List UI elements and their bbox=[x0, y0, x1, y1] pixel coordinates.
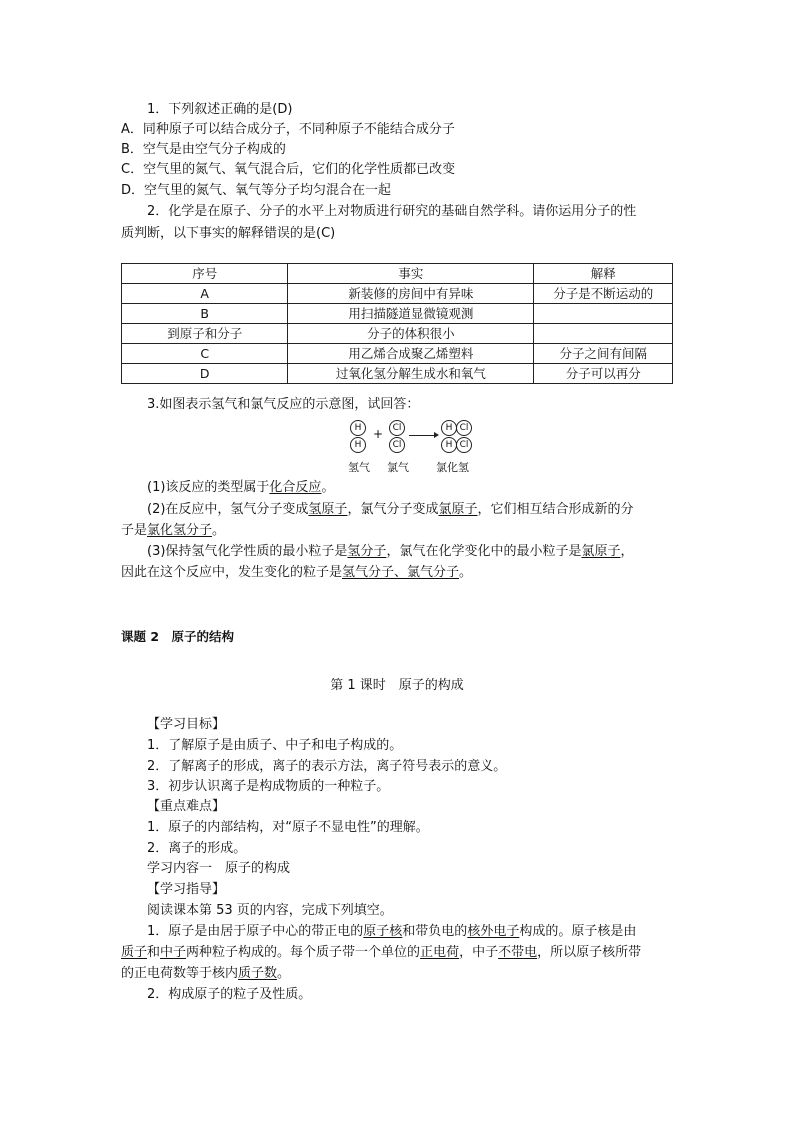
table-header-cell: 序号 bbox=[122, 264, 288, 284]
text: 子是 bbox=[121, 523, 148, 538]
text: 构成的。原子核是由 bbox=[519, 924, 637, 939]
text: ，中子 bbox=[459, 945, 499, 960]
text: (3)保持氢气化学性质的最小粒子是 bbox=[147, 544, 348, 559]
table-cell: 用扫描隧道显微镜观测 bbox=[288, 304, 534, 324]
fill2-line: 2．构成原子的粒子及性质。 bbox=[147, 987, 312, 1002]
table-cell: 分子可以再分 bbox=[534, 364, 673, 384]
table-header-cell: 事实 bbox=[288, 264, 534, 284]
focus-item: 1．原子的内部结构，对“原子不显电性”的理解。 bbox=[147, 820, 429, 835]
reaction-diagram bbox=[345, 418, 485, 474]
table-cell bbox=[534, 304, 673, 324]
section-title: 课题 2 原子的结构 bbox=[121, 629, 235, 644]
text: (2)在反应中，氢气分子变成 bbox=[147, 502, 309, 517]
answer-blank: 氢分子 bbox=[347, 544, 387, 559]
answer-blank: 氯化氢分子 bbox=[147, 523, 213, 538]
fill1-line2 bbox=[121, 943, 641, 963]
table-cell: B bbox=[122, 304, 288, 324]
content-heading: 学习内容一 原子的构成 bbox=[147, 861, 291, 876]
facts-table bbox=[121, 263, 673, 384]
focus-heading: 【重点难点】 bbox=[147, 799, 226, 814]
answer-blank: 氯原子 bbox=[438, 502, 478, 517]
text: 。 bbox=[277, 966, 291, 981]
text: 。 bbox=[212, 523, 226, 538]
table-row bbox=[122, 324, 673, 344]
text: 和带负电的 bbox=[402, 924, 468, 939]
table-cell: 过氧化氢分解生成水和氧气 bbox=[288, 364, 534, 384]
q3-part1 bbox=[147, 478, 334, 498]
table-cell bbox=[534, 324, 673, 344]
table-cell: D bbox=[122, 364, 288, 384]
q3-part2-line1 bbox=[147, 500, 633, 520]
table-cell: A bbox=[122, 284, 288, 304]
plus-sign: + bbox=[373, 427, 384, 441]
answer-blank: 核外电子 bbox=[467, 924, 520, 939]
text: (1)该反应的类型属于 bbox=[147, 480, 270, 495]
text: ，它们相互结合形成新的分 bbox=[477, 502, 634, 517]
q1-stem: 1．下列叙述正确的是(D) bbox=[147, 102, 293, 117]
answer-blank: 氢原子 bbox=[308, 502, 348, 517]
goal-item: 3．初步认识离子是构成物质的一种粒子。 bbox=[147, 779, 390, 794]
q3-part3-line2 bbox=[121, 563, 472, 583]
lesson-title: 第 1 课时 原子的构成 bbox=[330, 678, 464, 693]
table-row bbox=[122, 304, 673, 324]
goal-item: 2．了解离子的形成，离子的表示方法，离子符号表示的意义。 bbox=[147, 759, 507, 774]
label-hydrogen-chloride: 氯化氢 bbox=[436, 461, 469, 474]
table-cell: C bbox=[122, 344, 288, 364]
table-row bbox=[122, 364, 673, 384]
table-row bbox=[122, 344, 673, 364]
text: ，所以原子核所带 bbox=[537, 945, 642, 960]
chlorine-atom: Cl bbox=[389, 437, 405, 453]
chlorine-atom: Cl bbox=[389, 420, 405, 436]
table-cell: 分子是不断运动的 bbox=[534, 284, 673, 304]
answer-blank: 质子数 bbox=[238, 966, 278, 981]
fill1-line3 bbox=[121, 964, 290, 984]
table-cell: 用乙烯合成聚乙烯塑料 bbox=[288, 344, 534, 364]
table-header-cell: 解释 bbox=[534, 264, 673, 284]
text: ， bbox=[620, 544, 634, 559]
text: 。 bbox=[321, 480, 335, 495]
q1-option-a: A．同种原子可以结合成分子，不同种原子不能结合成分子 bbox=[121, 122, 455, 137]
answer-blank: 正电荷 bbox=[420, 945, 460, 960]
q2-stem-line2: 质判断，以下事实的解释错误的是(C) bbox=[121, 226, 336, 241]
label-hydrogen: 氢气 bbox=[348, 461, 370, 474]
q1-option-d: D．空气里的氮气、氧气等分子均匀混合在一起 bbox=[121, 183, 392, 198]
answer-blank: 中子 bbox=[160, 945, 187, 960]
text: 因此在这个反应中，发生变化的粒子是 bbox=[121, 565, 343, 580]
hydrogen-atom: H bbox=[350, 420, 366, 436]
table-cell: 分子之间有间隔 bbox=[534, 344, 673, 364]
hydrogen-atom: H bbox=[350, 437, 366, 453]
answer-blank: 氢气分子、氯气分子 bbox=[342, 565, 460, 580]
text: 两种粒子构成的。每个质子带一个单位的 bbox=[186, 945, 421, 960]
table-row bbox=[122, 284, 673, 304]
hydrogen-atom: H bbox=[441, 420, 457, 436]
text: ，氯气分子变成 bbox=[347, 502, 439, 517]
focus-item: 2．离子的形成。 bbox=[147, 841, 247, 856]
table-cell: 分子的体积很小 bbox=[288, 324, 534, 344]
q1-option-b: B．空气是由空气分子构成的 bbox=[121, 142, 286, 157]
answer-blank: 原子核 bbox=[363, 924, 403, 939]
text: 1．原子是由居于原子中心的带正电的 bbox=[147, 924, 364, 939]
answer-blank: 化合反应 bbox=[269, 480, 322, 495]
arrowhead-icon bbox=[434, 432, 439, 438]
label-chlorine: 氯气 bbox=[387, 461, 409, 474]
answer-blank: 不带电 bbox=[498, 945, 538, 960]
text: 的正电荷数等于核内 bbox=[121, 966, 239, 981]
hydrogen-atom: H bbox=[441, 437, 457, 453]
q1-option-c: C．空气里的氮气、氧气混合后，它们的化学性质都已改变 bbox=[121, 162, 456, 177]
table-cell: 到原子和分子 bbox=[122, 324, 288, 344]
q3-part2-line2 bbox=[121, 521, 225, 541]
goal-item: 1．了解原子是由质子、中子和电子构成的。 bbox=[147, 738, 403, 753]
q3-part3-line1 bbox=[147, 542, 633, 562]
answer-blank: 质子 bbox=[121, 945, 148, 960]
table-header-row bbox=[122, 264, 673, 284]
answer-blank: 氯原子 bbox=[581, 544, 621, 559]
chlorine-atom: Cl bbox=[456, 437, 472, 453]
q2-stem-line1: 2．化学是在原子、分子的水平上对物质进行研究的基础自然学科。请你运用分子的性 bbox=[147, 204, 637, 219]
q3-stem: 3.如图表示氢气和氯气反应的示意图，试回答： bbox=[147, 397, 420, 412]
goals-heading: 【学习目标】 bbox=[147, 717, 226, 732]
chlorine-atom: Cl bbox=[456, 420, 472, 436]
text: ，氯气在化学变化中的最小粒子是 bbox=[386, 544, 582, 559]
text: 和 bbox=[147, 945, 161, 960]
table-cell: 新装修的房间中有异味 bbox=[288, 284, 534, 304]
guide-heading: 【学习指导】 bbox=[147, 882, 226, 897]
fill1-line1 bbox=[147, 922, 636, 942]
reaction-arrow bbox=[409, 435, 435, 436]
text: 。 bbox=[459, 565, 473, 580]
guide-text: 阅读课本第 53 页的内容，完成下列填空。 bbox=[147, 903, 393, 918]
